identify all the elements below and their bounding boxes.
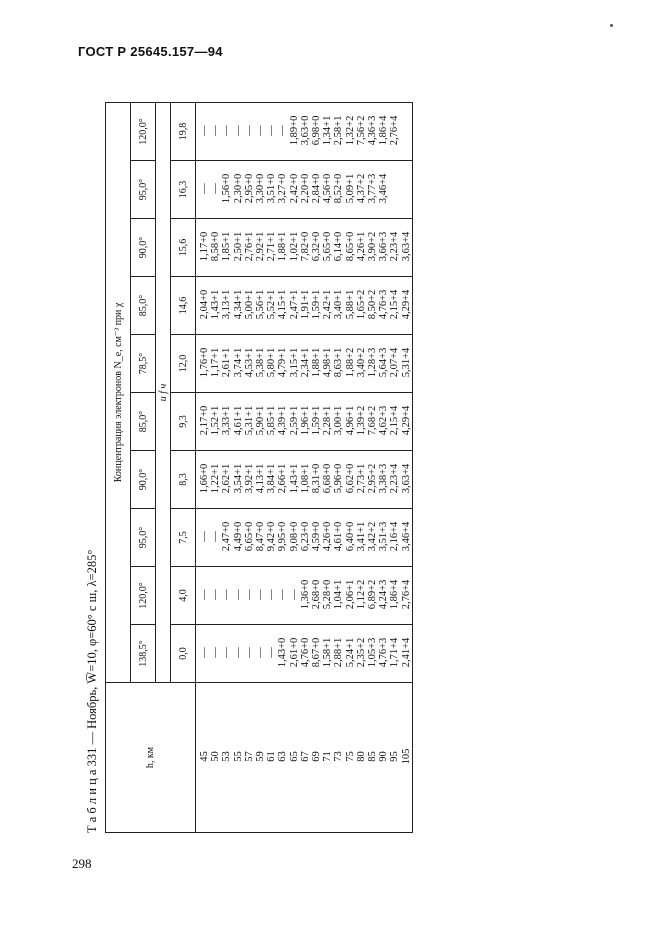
table-cell: 3,54+1 — [232, 463, 244, 494]
table-cell: — — [243, 589, 255, 600]
table-cell: 2,47+0 — [221, 521, 233, 552]
table-cell: 2,06+1 — [344, 579, 356, 610]
table-cell: 3,41+1 — [355, 521, 367, 552]
rotated-table-block — [85, 103, 541, 833]
h-value: 65 — [288, 751, 300, 762]
table-cell: 1,71+4 — [389, 637, 401, 668]
table-cell: — — [199, 125, 210, 136]
table-cell: — — [243, 647, 255, 658]
table-cell: 2,04+0 — [199, 289, 210, 320]
h-value: 90 — [378, 751, 390, 762]
chi-header: 85,0° — [131, 277, 156, 335]
table-cell: 2,95+2 — [367, 463, 379, 494]
table-cell: 6,98+0 — [311, 115, 323, 146]
table-cell: 3,77+3 — [367, 173, 379, 204]
table-cell: — — [210, 125, 222, 136]
table-cell: 6,23+0 — [299, 521, 311, 552]
table-cell: 5,31+1 — [243, 405, 255, 436]
table-cell — [389, 163, 400, 214]
h-value: 61 — [266, 751, 278, 762]
table-cell: 3,74+1 — [232, 347, 244, 378]
h-value: 59 — [255, 751, 267, 762]
table-cell: 7,56+2 — [355, 115, 367, 146]
table-cell: 3,15+1 — [288, 347, 300, 378]
table-cell: 7,82+0 — [299, 231, 311, 262]
t-header: 8,3 — [171, 451, 196, 509]
table-cell: 4,76+3 — [378, 289, 390, 320]
table-cell: 2,47+1 — [288, 289, 300, 320]
table-cell: 2,58+1 — [333, 115, 345, 146]
table-cell: 2,73+1 — [355, 463, 367, 494]
table-cell: 2,88+1 — [333, 637, 345, 668]
chi-header: 95,0° — [131, 509, 156, 567]
table-cell: — — [210, 183, 222, 194]
electron-concentration-table — [105, 102, 413, 833]
table-cell: 3,33+1 — [221, 405, 233, 436]
table-cell: 1,43+1 — [210, 289, 222, 320]
h-value: 53 — [221, 751, 233, 762]
table-cell: 1,76+0 — [199, 347, 210, 378]
concentration-header: Концентрация электронов N_e, см⁻³ при χ — [106, 102, 131, 682]
table-cell: — — [255, 589, 267, 600]
table-cell: 1,12+2 — [355, 579, 367, 610]
h-value: 75 — [344, 751, 356, 762]
table-cell: 2,17+0 — [199, 405, 210, 436]
table-cell: 2,15+4 — [389, 405, 401, 436]
table-cell: 9,42+0 — [266, 521, 278, 552]
table-cell: 2,42+0 — [288, 173, 300, 204]
table-cell: 8,58+0 — [210, 231, 222, 262]
table-cell: — — [255, 125, 267, 136]
table-cell: 2,41+4 — [400, 637, 412, 668]
table-cell: 1,22+1 — [210, 463, 222, 494]
table-cell: 1,39+2 — [355, 405, 367, 436]
h-values-cell — [196, 683, 413, 833]
table-cell: 2,71+1 — [266, 231, 278, 262]
t-header: 7,5 — [171, 509, 196, 567]
table-cell: 8,65+0 — [344, 231, 356, 262]
table-cell: 1,56+0 — [221, 173, 233, 204]
table-cell: 3,13+1 — [221, 289, 233, 320]
table-cell: 2,66+1 — [277, 463, 289, 494]
table-cell: 5,90+1 — [255, 405, 267, 436]
table-cell: 8,50+2 — [367, 289, 379, 320]
table-cell: 2,59+1 — [288, 405, 300, 436]
table-cell: 4,24+3 — [378, 579, 390, 610]
chi-header: 78,5° — [131, 335, 156, 393]
table-cell: — — [210, 531, 222, 542]
table-cell: — — [199, 589, 210, 600]
table-cell: 1,32+2 — [344, 115, 356, 146]
table-cell: 2,23+4 — [389, 463, 401, 494]
table-cell: 4,13+1 — [255, 463, 267, 494]
table-cell: 5,38+1 — [255, 347, 267, 378]
table-cell: 6,14+0 — [333, 231, 345, 262]
table-cell — [401, 163, 412, 214]
h-value: 55 — [232, 751, 244, 762]
table-cell: 3,90+2 — [367, 231, 379, 262]
h-value: 80 — [355, 751, 367, 762]
table-row — [196, 102, 413, 832]
t-header: 0,0 — [171, 625, 196, 683]
table-cell: 5,64+3 — [378, 347, 390, 378]
table-cell: 3,63+4 — [400, 463, 412, 494]
table-cell: 6,65+0 — [243, 521, 255, 552]
table-cell: 4,98+1 — [322, 347, 334, 378]
table-cell: 4,15+1 — [277, 289, 289, 320]
table-cell: 1,52+1 — [210, 405, 222, 436]
table-cell: 1,88+1 — [277, 231, 289, 262]
table-cell: 5,52+1 — [266, 289, 278, 320]
speck — [610, 24, 613, 27]
table-cell: 8,31+0 — [311, 463, 323, 494]
table-cell: 2,61+1 — [221, 347, 233, 378]
hf-header: и f ч — [156, 102, 171, 682]
table-cell: 5,09+1 — [344, 173, 356, 204]
h-value: 95 — [389, 751, 401, 762]
table-cell: — — [255, 647, 267, 658]
table-cell: 2,95+0 — [243, 173, 255, 204]
table-cell: 8,52+0 — [333, 173, 345, 204]
table-cell: — — [199, 183, 210, 194]
data-column — [196, 335, 413, 393]
table-cell: 1,02+1 — [288, 231, 300, 262]
table-cell: 6,68+0 — [322, 463, 334, 494]
table-cell: — — [266, 589, 278, 600]
table-cell: 4,49+0 — [232, 521, 244, 552]
data-column — [196, 567, 413, 625]
table-cell: 8,67+0 — [311, 637, 323, 668]
table-cell: 5,96+0 — [333, 463, 345, 494]
table-cell: 4,56+0 — [322, 173, 334, 204]
table-cell: 1,04+1 — [333, 579, 345, 610]
h-value: 63 — [277, 751, 289, 762]
table-cell: 1,28+3 — [367, 347, 379, 378]
table-cell: 1,96+1 — [299, 405, 311, 436]
table-cell: 2,35+2 — [355, 637, 367, 668]
t-header: 14,6 — [171, 277, 196, 335]
table-cell: — — [232, 125, 244, 136]
table-cell: 6,40+0 — [344, 521, 356, 552]
table-cell: — — [232, 589, 244, 600]
table-cell: — — [288, 589, 300, 600]
table-cell: — — [266, 125, 278, 136]
table-cell: — — [221, 125, 233, 136]
data-column — [196, 161, 413, 219]
chi-header: 138,5° — [131, 625, 156, 683]
table-cell: 3,63+4 — [400, 231, 412, 262]
h-column-header: h, км — [106, 683, 196, 833]
table-cell: 3,63+0 — [299, 115, 311, 146]
table-cell: 2,76+4 — [389, 115, 401, 146]
table-cell: 3,00+1 — [333, 405, 345, 436]
table-cell: 3,51+3 — [378, 521, 390, 552]
table-cell: — — [199, 531, 210, 542]
table-cell: 1,34+1 — [322, 115, 334, 146]
table-cell: 4,26+0 — [322, 521, 334, 552]
table-cell: 2,23+4 — [389, 231, 401, 262]
table-cell: 3,27+0 — [277, 173, 289, 204]
table-cell: 1,85+1 — [221, 231, 233, 262]
table-cell: 2,50+1 — [232, 231, 244, 262]
table-cell: 2,62+1 — [221, 463, 233, 494]
table-cell — [401, 105, 412, 156]
table-cell: — — [232, 647, 244, 658]
t-header: 15,6 — [171, 219, 196, 277]
table-cell: 8,47+0 — [255, 521, 267, 552]
table-cell: 6,89+2 — [367, 579, 379, 610]
table-cell: 4,36+3 — [367, 115, 379, 146]
table-cell: 1,05+3 — [367, 637, 379, 668]
table-cell: 6,62+0 — [344, 463, 356, 494]
h-value: 67 — [299, 751, 311, 762]
table-cell: 2,34+1 — [299, 347, 311, 378]
table-cell: 2,30+0 — [232, 173, 244, 204]
table-cell: 2,76+4 — [400, 579, 412, 610]
h-value: 57 — [243, 751, 255, 762]
chi-header: 85,0° — [131, 393, 156, 451]
data-column — [196, 277, 413, 335]
page-number: 298 — [72, 856, 92, 871]
table-cell: — — [277, 589, 289, 600]
table-cell: 8,63+1 — [333, 347, 345, 378]
table-cell: 3,42+2 — [367, 521, 379, 552]
h-value: 105 — [400, 748, 412, 765]
h-value: 69 — [311, 751, 323, 762]
chi-header: 90,0° — [131, 451, 156, 509]
table-cell: 2,42+1 — [322, 289, 334, 320]
table-cell: 5,00+1 — [243, 289, 255, 320]
table-cell: 1,86+4 — [389, 579, 401, 610]
table-cell: 2,28+1 — [322, 405, 334, 436]
table-cell: 4,26+1 — [355, 231, 367, 262]
table-cell: 4,29+4 — [400, 405, 412, 436]
table-cell: 4,59+0 — [311, 521, 323, 552]
table-cell: 1,17+0 — [199, 231, 210, 262]
t-header: 4,0 — [171, 567, 196, 625]
table-caption: Т а б л и ц а 331 — Ноябрь, W̅=10, φ=60° с ш, λ=285° — [85, 549, 99, 833]
table-cell: 3,38+3 — [378, 463, 390, 494]
t-header: 9,3 — [171, 393, 196, 451]
table-cell: 4,39+1 — [277, 405, 289, 436]
table-cell: 5,65+0 — [322, 231, 334, 262]
table-cell: 2,61+0 — [288, 637, 300, 668]
table-cell: 1,65+2 — [355, 289, 367, 320]
table-cell: 2,20+0 — [299, 173, 311, 204]
table-cell: 5,31+4 — [400, 347, 412, 378]
data-column — [196, 625, 413, 683]
table-cell: 1,91+1 — [299, 289, 311, 320]
table-cell: 3,66+3 — [378, 231, 390, 262]
table-cell: 4,62+3 — [378, 405, 390, 436]
table-cell: — — [221, 589, 233, 600]
data-column — [196, 393, 413, 451]
table-cell: — — [199, 647, 210, 658]
h-value: 85 — [367, 751, 379, 762]
table-cell: 1,43+0 — [277, 637, 289, 668]
data-column — [196, 102, 413, 160]
chi-header: 95,0° — [131, 161, 156, 219]
data-column — [196, 219, 413, 277]
table-cell: 2,68+0 — [311, 579, 323, 610]
data-column — [196, 509, 413, 567]
table-cell: 3,84+1 — [266, 463, 278, 494]
table-cell: 1,59+1 — [311, 289, 323, 320]
t-header: 19,8 — [171, 102, 196, 160]
table-cell: — — [277, 125, 289, 136]
table-cell: 2,16+4 — [389, 521, 401, 552]
table-cell: 2,76+1 — [243, 231, 255, 262]
table-cell: 2,07+4 — [389, 347, 401, 378]
t-header: 12,0 — [171, 335, 196, 393]
table-cell: 9,08+0 — [288, 521, 300, 552]
t-header: 16,3 — [171, 161, 196, 219]
table-cell: — — [210, 589, 222, 600]
chi-header: 120,0° — [131, 567, 156, 625]
h-value: 45 — [199, 751, 210, 762]
document-header: ГОСТ Р 25645.157—94 — [78, 44, 223, 59]
table-cell: 4,53+1 — [243, 347, 255, 378]
table-cell: 1,88+1 — [311, 347, 323, 378]
h-value: 71 — [322, 751, 334, 762]
table-cell: 1,58+1 — [322, 637, 334, 668]
table-cell: 2,84+0 — [311, 173, 323, 204]
table-cell: 1,59+1 — [311, 405, 323, 436]
table-cell: 5,85+1 — [266, 405, 278, 436]
table-cell: 1,66+0 — [199, 463, 210, 494]
table-cell: — — [266, 647, 278, 658]
table-cell: — — [221, 647, 233, 658]
table-cell: 2,15+4 — [389, 289, 401, 320]
table-cell: 4,29+4 — [400, 289, 412, 320]
table-cell: 4,61+0 — [333, 521, 345, 552]
table-cell: 5,80+1 — [266, 347, 278, 378]
table-cell: 1,08+1 — [299, 463, 311, 494]
table-cell: 4,34+1 — [232, 289, 244, 320]
table-cell: 7,68+2 — [367, 405, 379, 436]
table-cell: 1,36+0 — [299, 579, 311, 610]
data-column — [196, 451, 413, 509]
table-cell: 3,30+0 — [255, 173, 267, 204]
table-cell: 2,92+1 — [255, 231, 267, 262]
table-cell: 4,76+3 — [378, 637, 390, 668]
table-cell: 5,28+0 — [322, 579, 334, 610]
chi-header: 120,0° — [131, 102, 156, 160]
table-cell: 3,40+1 — [333, 289, 345, 320]
table-cell: 5,88+1 — [344, 289, 356, 320]
table-cell: 1,43+1 — [288, 463, 300, 494]
table-cell: 4,76+0 — [299, 637, 311, 668]
h-value: 73 — [333, 751, 345, 762]
table-cell: 5,56+1 — [255, 289, 267, 320]
table-cell: 1,89+0 — [288, 115, 300, 146]
table-cell: 1,17+1 — [210, 347, 222, 378]
table-cell: 9,95+0 — [277, 521, 289, 552]
table-cell: 3,46+4 — [400, 521, 412, 552]
table-cell: 3,51+0 — [266, 173, 278, 204]
table-cell: 3,46+4 — [378, 173, 390, 204]
table-cell: 1,88+2 — [344, 347, 356, 378]
chi-header: 90,0° — [131, 219, 156, 277]
table-cell: — — [210, 647, 222, 658]
table-cell: 4,37+2 — [355, 173, 367, 204]
table-cell: 4,96+1 — [344, 405, 356, 436]
table-cell: 3,40+2 — [355, 347, 367, 378]
h-value: 50 — [210, 751, 222, 762]
table-cell: 3,92+1 — [243, 463, 255, 494]
table-cell: 4,61+1 — [232, 405, 244, 436]
table-cell: 1,86+4 — [378, 115, 390, 146]
table-cell: 4,79+1 — [277, 347, 289, 378]
table-cell: — — [243, 125, 255, 136]
table-cell: 6,32+0 — [311, 231, 323, 262]
table-cell: 5,24+1 — [344, 637, 356, 668]
